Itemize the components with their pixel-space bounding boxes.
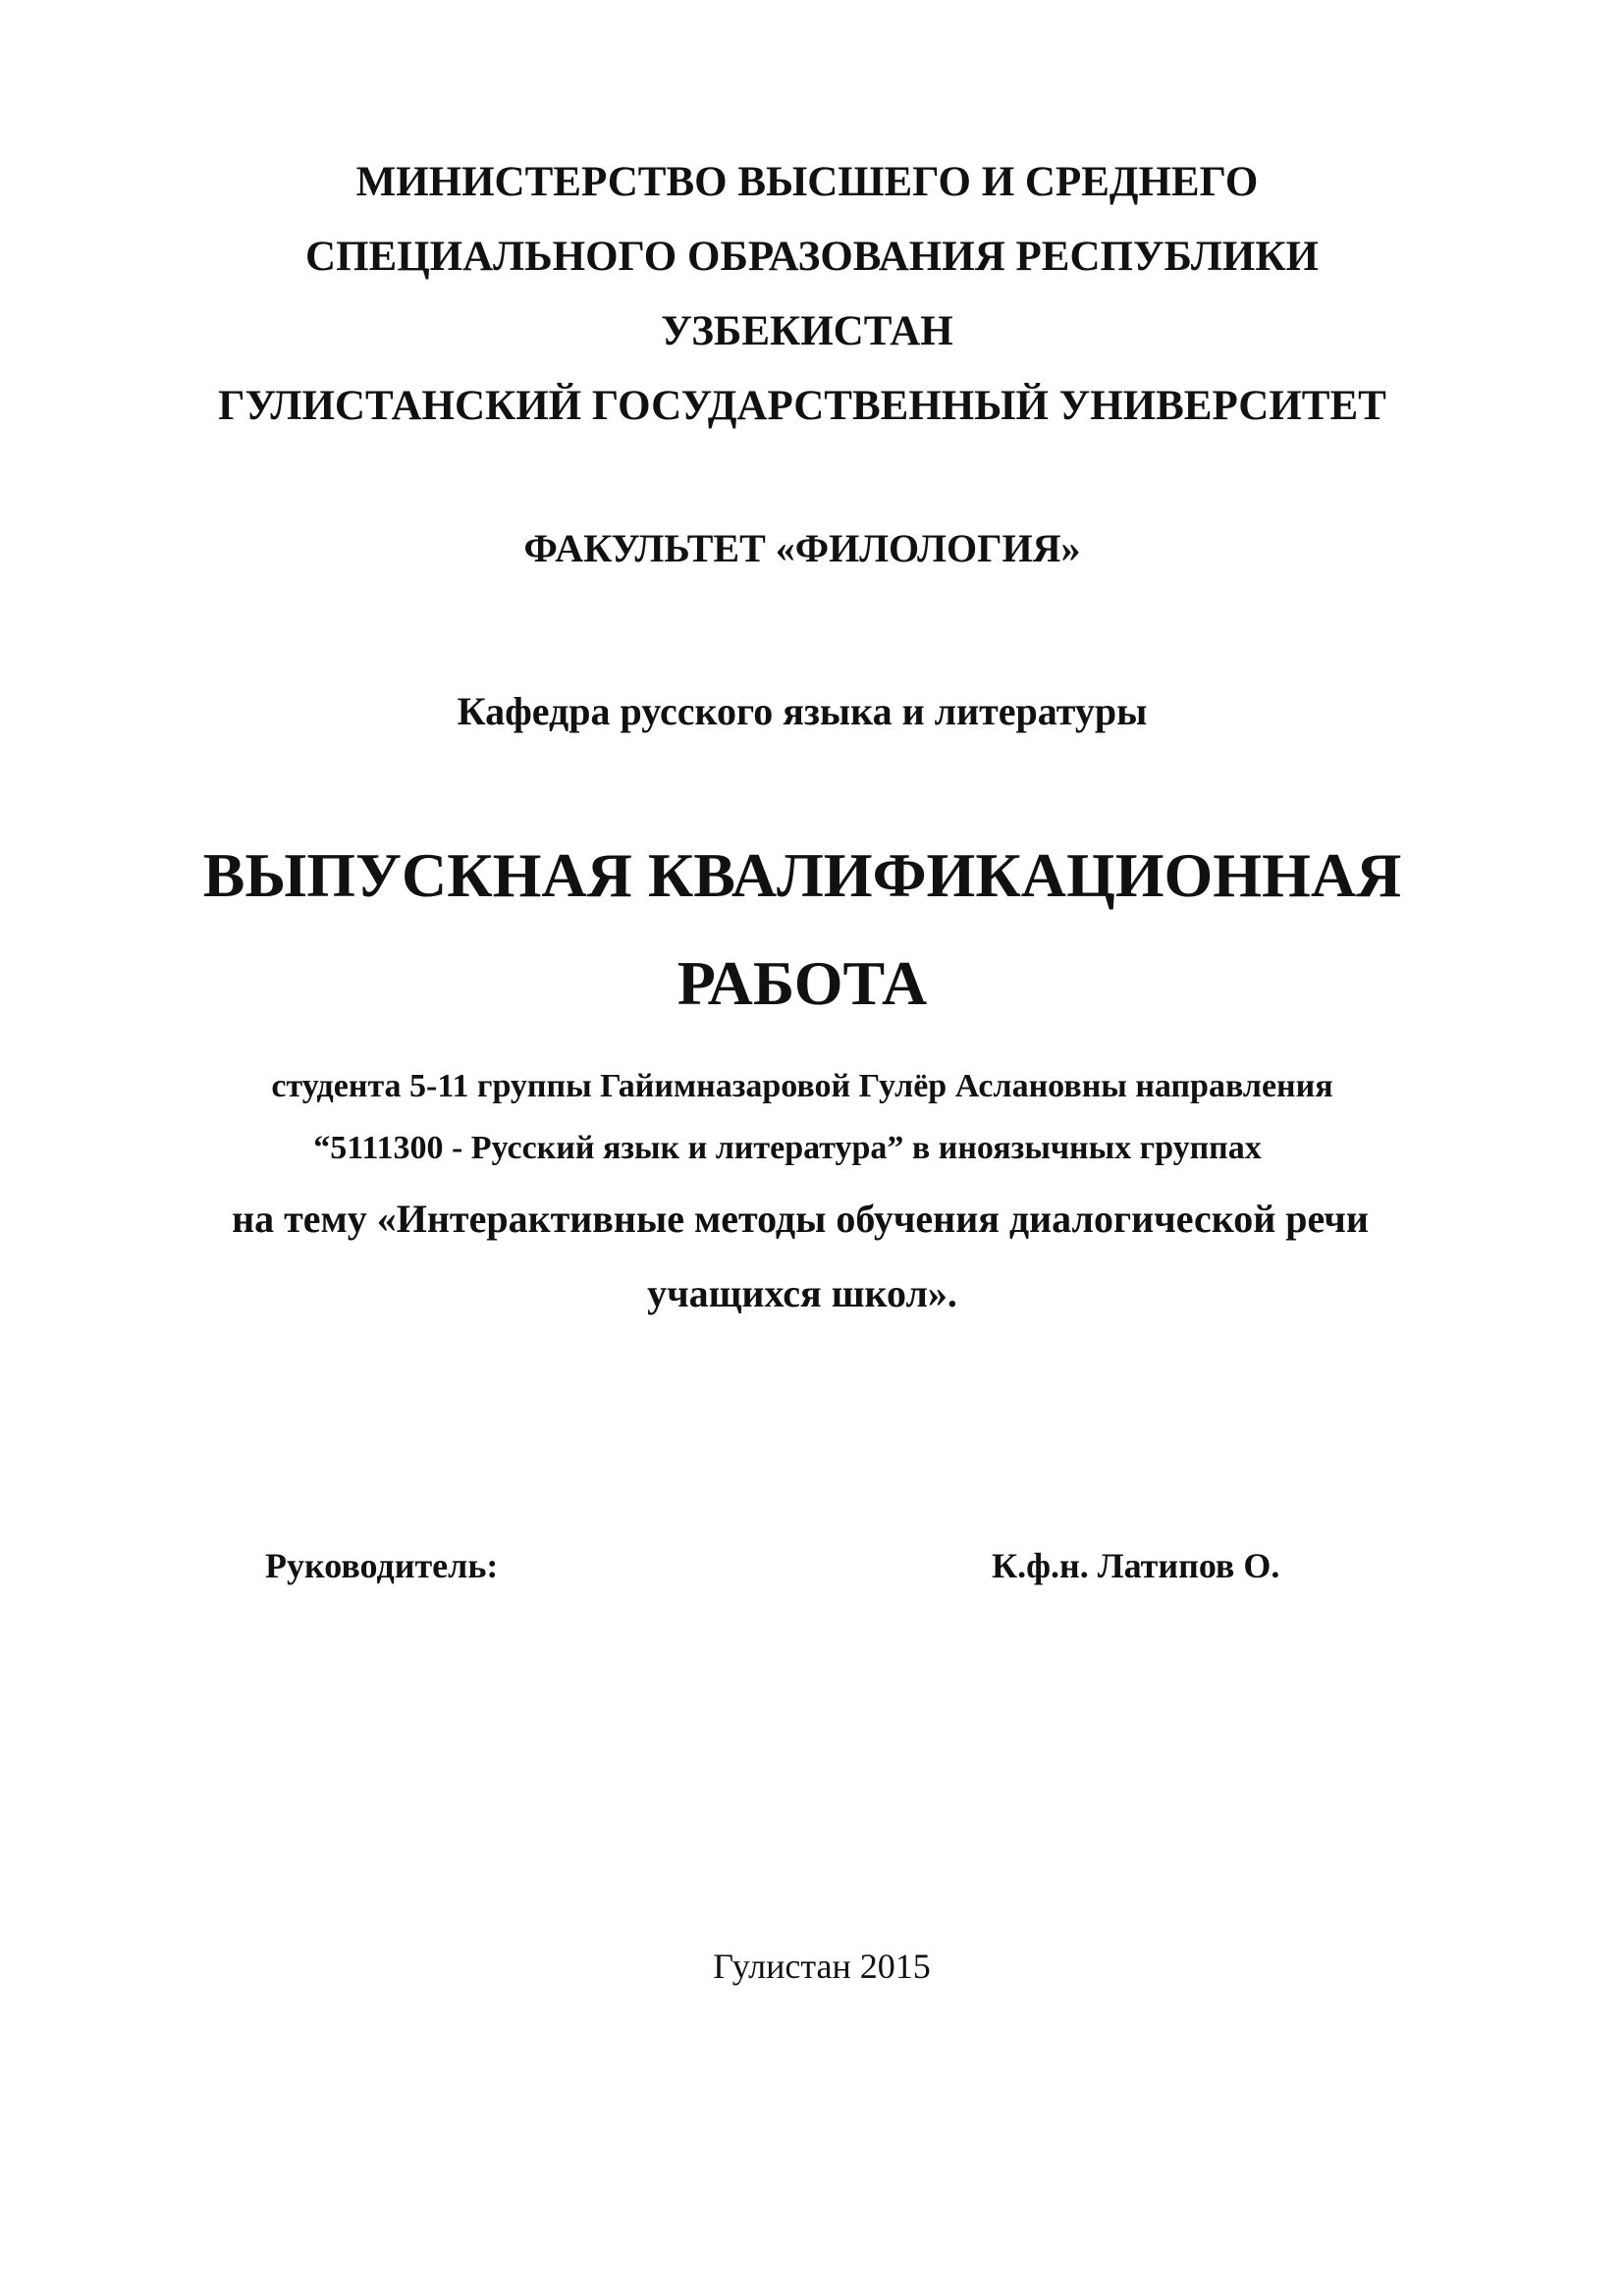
city-year: Гулистан 2015	[713, 1947, 931, 1986]
document-title-line-1: ВЫПУСКНАЯ КВАЛИФИКАЦИОННАЯ	[202, 840, 1402, 910]
student-info-line-1: студента 5-11 группы Гайимназаровой Гулёр Аслановны направления	[271, 1068, 1333, 1104]
faculty-heading: ФАКУЛЬТЕТ «ФИЛОЛОГИЯ»	[523, 526, 1081, 570]
ministry-line-3: УЗБЕКИСТАН	[661, 308, 953, 354]
topic-line-1: на тему «Интерактивные методы обучения диалогической речи	[232, 1197, 1369, 1241]
university-line: ГУЛИСТАНСКИЙ ГОСУДАРСТВЕННЫЙ УНИВЕРСИТЕТ	[218, 383, 1386, 429]
department-heading: Кафедра русского языка и литературы	[457, 689, 1148, 733]
ministry-line-2: СПЕЦИАЛЬНОГО ОБРАЗОВАНИЯ РЕСПУБЛИКИ	[305, 234, 1319, 280]
student-info-line-2: “5111300 - Русский язык и литература” в иноязычных группах	[313, 1130, 1262, 1166]
ministry-line-1: МИНИСТЕРСТВО ВЫСШЕГО И СРЕДНЕГО	[355, 159, 1259, 205]
topic-line-2: учащихся школ».	[647, 1271, 957, 1315]
document-title-line-2: РАБОТА	[677, 948, 928, 1018]
supervisor-name: К.ф.н. Латипов О.	[992, 1546, 1280, 1585]
supervisor-label: Руководитель:	[265, 1546, 499, 1585]
